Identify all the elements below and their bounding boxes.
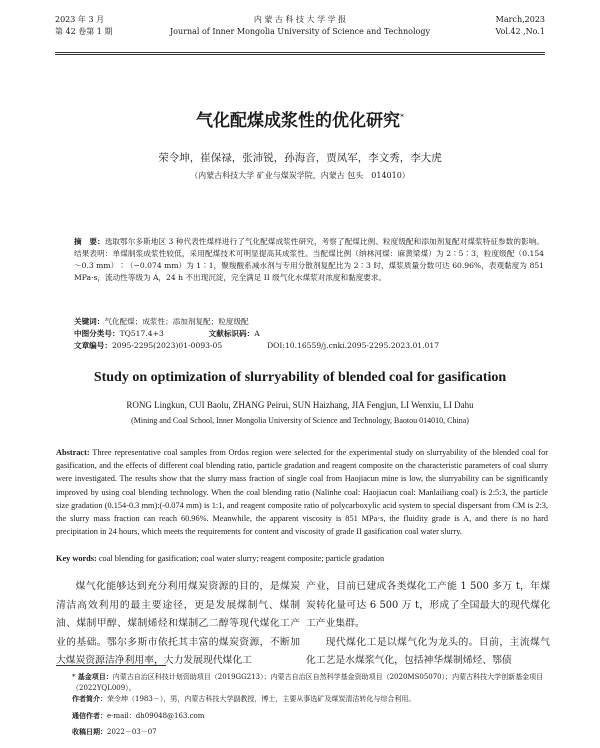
doc-code-label: 文献标识码：: [208, 329, 255, 338]
header-rule-thick: [55, 52, 545, 53]
affiliation-en: (Mining and Coal School, Inner Mongolia University of Science and Technology, Baotou 014010, China): [131, 416, 469, 425]
keywords-en-label: Key words:: [56, 554, 97, 563]
authors-en: RONG Lingkun, CUI Baolu, ZHANG Peirui, SUN Haizhang, JIA Fengjun, LI Wenxiu, LI Dahu: [126, 400, 474, 410]
footnote-email[interactable]: e-mail：dh09048@163.com: [107, 712, 205, 720]
abstract-cn: [74, 236, 544, 284]
footnote-corresponding: [72, 711, 552, 722]
body-paragraph: 现代煤化工是以煤气化为龙头的。目前，主流煤气化工艺是水煤浆气化，包括神华煤制烯烃、鄂债: [306, 636, 550, 666]
keywords-cn-text: 气化配煤；成浆性；添加剂复配；粒度级配: [104, 317, 249, 326]
footnote-text: 2022－03－07: [107, 728, 157, 736]
article-number-row: [74, 340, 439, 352]
footnote-rule: [56, 665, 166, 666]
article-no-value: 2095-2295(2023)01-0093-05: [111, 341, 223, 350]
keywords-en: [56, 553, 548, 565]
article-no-label: 文章编号：: [74, 341, 112, 350]
footnote-author: [72, 694, 552, 705]
abstract-en: [56, 446, 548, 538]
abstract-en-text: Three representative coal samples from Ordos region were selected for the experimental study on slurryability of the blended coal for gasification, and the effects of different coal blending ratio, particle gradation and reagent composite on the characteristic parameters of coal slurry were investigated. The results show that the slurry mass fraction of single coal from Haojiacun mine is low, the slurryability can be significantly improved by using coal blending technology. When the coal blending ratio (Nalinhe coal: Haojiacun coal: Manlailiang coal) is 2:5:3, the particle size gradation (0.154-0.3 mm):(-0.074 mm) is 1:1, and reagent composite ratio of polycarboxylic acid system to special dispersant from CM is 2:3, the slurry mass fraction can reach 60.96%. Meanwhile, the apparent viscosity is 851 MPa·s, the fluidity grade is A, and there is no hard precipitation in 24 hours, which meets the requirements for content and viscosity of grade II gasification coal water slurry.: [56, 448, 548, 537]
clc-label: 中图分类号：: [74, 329, 120, 338]
header-rule-thin: [55, 54, 545, 55]
title-cn-text: 气化配煤成浆性的优化研究: [196, 111, 400, 131]
body-column-right: [306, 578, 550, 671]
header-date-en: March,2023: [495, 15, 545, 24]
footnote-label: 基金项目：: [77, 673, 113, 681]
journal-name-cn: 内 蒙 古 科 技 大 学 学 报: [253, 15, 347, 24]
footnote-label: 作者简介：: [72, 695, 107, 703]
body-paragraph: 产业，目前已建成各类煤化工产能 1 500 多万 t，年煤炭转化量可达 6 500 万 t，形成了全国最大的现代煤化工产业集群。: [306, 581, 550, 629]
body-paragraph: 煤气化能够达到充分利用煤炭资源的目的，是煤炭清洁高效利用的最主要途径，更是发展煤制气、煤制油、煤制甲醇、煤制烯烃和煤制乙二醇等现代煤化工产业的基础。鄂尔多斯市依托其丰富的煤炭资源，不断加大煤炭资源洁净利用率，大力发展现代煤化工: [56, 581, 300, 666]
authors-cn: 荣令坤，崔保禄，张沛锐，孙海音，贾凤军，李文秀，李大虎: [158, 152, 442, 164]
title-footnote-mark: *: [400, 112, 404, 122]
doc-code-value: A: [254, 329, 260, 338]
clc-value: TQ517.4+3: [119, 329, 164, 338]
footnote-text: 内蒙古自治区科技计划资助项目（2019GG213）；内蒙古自治区自然科学基金资助项目（2020MS05070）；内蒙古科技大学创新基金项目（2022YQL009）。: [72, 673, 544, 692]
header-date-cn: 2023 年 3 月: [55, 15, 105, 24]
header-volume-cn: 第 42 卷第 1 期: [55, 27, 113, 36]
affiliation-cn: （内蒙古科技大学 矿业与煤炭学院，内蒙古 包头 014010）: [190, 171, 410, 180]
abstract-cn-text: 选取鄂尔多斯地区 3 种代表性煤样进行了气化配煤成浆性研究，考察了配煤比例、粒度级配和添加剂复配对煤浆特征参数的影响。结果表明：单煤制浆成浆性较低，采用配煤技术可明显提高其成浆性。当配煤比例（纳林河煤：麻黄梁煤）为 2∶5∶3，粒度级配（0.154～0.3 mm）∶（−0.074 mm）为 1∶1，聚羧酸系减水剂与专用分散剂复配比为 2∶3 时，煤浆质量分数可达 60.96%，表观黏度为 851 MPa·s，流动性等级为 A，24 h 不出现沉淀，完全满足 II 级气化水煤浆对浓度和黏度要求。: [74, 237, 544, 282]
running-header: [0, 10, 600, 50]
abstract-cn-label: 摘 要：: [74, 237, 105, 246]
keywords-cn-label: 关键词：: [74, 317, 105, 326]
page-title-en: Study on optimization of slurryability of blended coal for gasification: [93, 370, 507, 385]
footnote-received: [72, 727, 552, 738]
doi-text[interactable]: DOI:10.16559/j.cnki.2095-2295.2023.01.017: [267, 341, 440, 350]
header-volume-en: Vol.42 ,No.1: [495, 27, 545, 36]
footnote-label: 收稿日期：: [72, 728, 107, 736]
keywords-en-text: coal blending for gasification; coal water slurry; reagent composite; particle gradation: [98, 554, 385, 563]
journal-name-en: Journal of Inner Mongolia University of Science and Technology: [169, 27, 431, 36]
footnote-label: 通信作者：: [72, 712, 107, 720]
footnote-funding: * 基金项目：内蒙古自治区科技计划资助项目（2019GG213）；内蒙古自治区自然科学基金资助项目（2020MS05070）；内蒙古科技大学创新基金项目（2022YQL009）。: [72, 673, 544, 692]
body-column-left: [56, 578, 300, 671]
keywords-cn: [74, 316, 249, 328]
abstract-en-label: Abstract:: [56, 448, 90, 457]
footnote-text: 荣令坤（1983－），男，内蒙古科技大学副教授，博士，主要从事选矿及煤炭清洁转化与综合利用。: [107, 695, 416, 703]
classification-row: [74, 328, 260, 340]
header-issue-en: [495, 14, 545, 38]
page-title-cn: [0, 106, 600, 131]
